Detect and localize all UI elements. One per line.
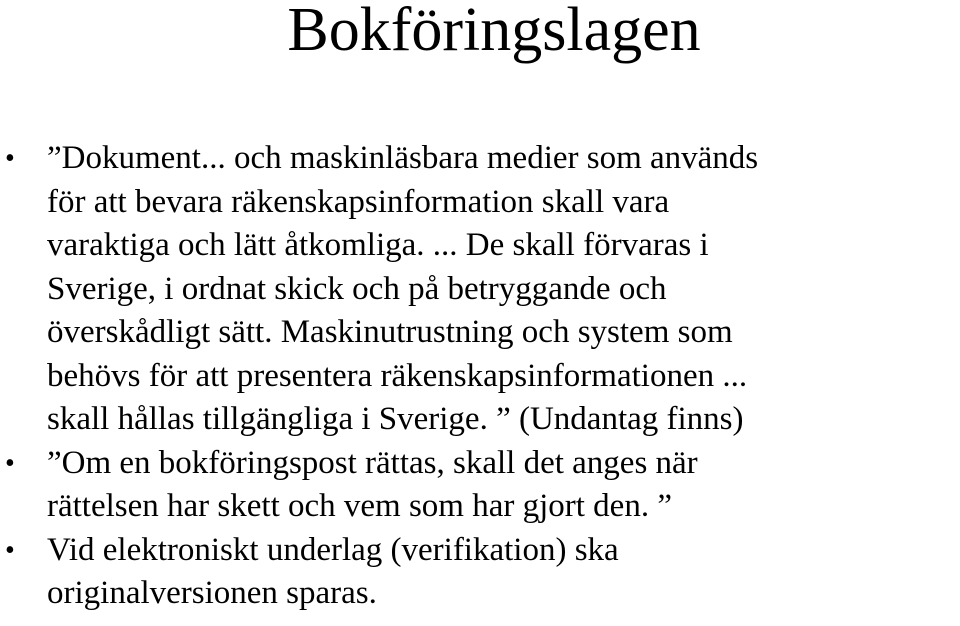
bullet-text-line: Sverige, i ordnat skick och på betryggande och: [47, 270, 667, 307]
bullet-list: [5, 137, 947, 616]
bullet-text-line: rättelsen har skett och vem som har gjort den. ”: [47, 488, 672, 524]
bullet-text-line: överskådligt sätt. Maskinutrustning och system som: [47, 314, 733, 350]
bullet-icon: •: [5, 447, 15, 479]
bullet-text-line: skall hållas tillgängliga i Sverige. ” (Undantag finns): [47, 401, 744, 437]
slide-title: Bokföringslagen: [287, 0, 701, 64]
bullet-text-line: behövs för att presentera räkenskapsinformationen ...: [47, 357, 748, 394]
bullet-text-line: för att bevara räkenskapsinformation skall vara: [47, 183, 670, 220]
bullet-icon: •: [5, 143, 15, 174]
bullet-text-line: varaktiga och lätt åtkomliga. ... De skall förvaras i: [47, 227, 709, 263]
bullet-text-line: ”Dokument... och maskinläsbara medier som används: [47, 140, 759, 176]
bullet-text-line: originalversionen sparas.: [47, 575, 377, 611]
bullet-item-dokument: [5, 137, 947, 442]
bullet-item-rattelse: [5, 442, 947, 529]
bullet-text-line: ”Om en bokföringspost rättas, skall det anges när: [47, 444, 698, 481]
bullet-item-elektroniskt-underlag: [5, 529, 947, 616]
bullet-text-line: Vid elektroniskt underlag (verifikation) ska: [47, 531, 619, 568]
bullet-icon: •: [5, 534, 15, 566]
